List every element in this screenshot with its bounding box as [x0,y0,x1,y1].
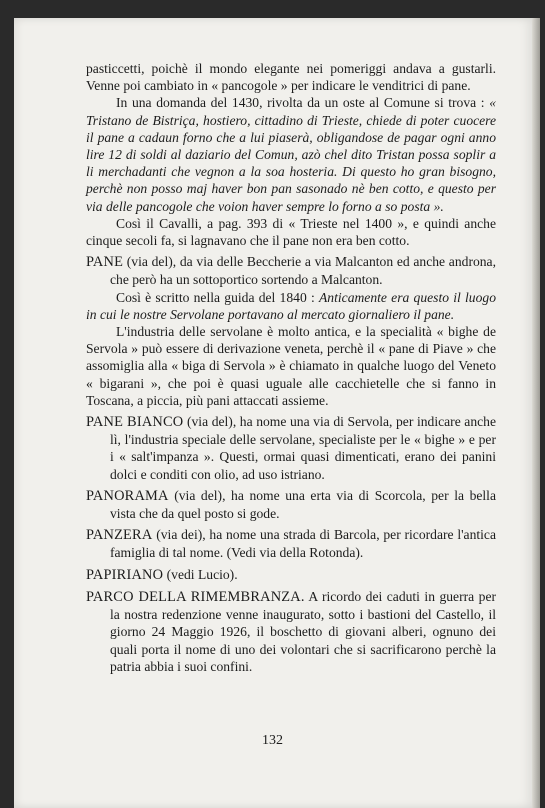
entry-panorama [86,487,496,522]
paragraph-pasticcetti: pasticcetti, poichè il mondo elegante nei pomeriggi andava a gustarli. Venne poi cambiato in « pancogole » per indicare le venditrici di pane. [86,61,496,94]
domanda-quote: « Tristano de Bistriça, hostiero, cittadino di Trieste, chiede di poter cuocere il pane a cadaun forno che a lui piaserà, obligandose de pagar ogni anno lire 12 di soldi al daziario del Comun, azò chel dito Tristan possa soplir a li merchadanti che vegnon a la soa hosteria. Di questo ho gran bisogno, perchè non posso maj haver bon pan sasonado nè ben cotto, e questo per via delle pancogole che voion haver sempre lo forno a so posta ». [86,95,496,214]
entry-pane-heading: PANE [86,254,124,271]
entry-pane-bianco-body: (via del), ha nome una via di Servola, per indicare anche lì, l'industria speciale delle servolane, specialiste per le « bighe » e per i « salt'impanza ». Questi, ormai quasi dimenticati, erano dei panini dolci e conditi con olio, ad uso istriano. [110,414,496,482]
entry-parco-body: A ricordo dei caduti in guerra per la nostra redenzione venne inaugurato, sotto i bastioni del Castello, il giorno 24 Maggio 1926, il boschetto di giovani alberi, ognuno dei quali porta il nome di uno dei volontari che si sacrificarono perchè la patria abbia i suoi confini. [110,588,497,674]
entry-panzera-heading: PANZERA [86,527,153,544]
domanda-intro: In una domanda del 1430, rivolta da un oste al Comune si trova : [116,95,490,111]
entry-pane [86,253,496,288]
paragraph-domanda-1430 [86,94,496,214]
entry-papiriano-body: (vedi Lucio). [163,566,238,582]
page-number: 132 [262,733,283,748]
entry-pane-bianco [86,413,496,483]
entry-panorama-heading: PANORAMA [86,487,169,504]
entry-pane-bianco-heading: PANE BIANCO [86,414,184,431]
entry-panorama-body: (via del), ha nome una erta via di Scorcola, per la bella vista che da quel posto si gode. [110,487,496,522]
entry-parco-rimembranza [86,588,496,675]
entry-papiriano-heading: PAPIRIANO [86,566,164,583]
guida-quote: Anticamente era questo il luogo in cui le nostre Servolane portavano al mercato giornaliero il pane. [86,289,496,322]
paragraph-guida-1840 [86,289,496,323]
entry-papiriano [86,566,496,584]
paragraph-industria-servolane: L'industria delle servolane è molto antica, e la specialità « bighe de Servola » può essere di derivazione veneta, perchè il « pane di Piave » che assomiglia alla « biga di Servola » è chiamato in qualche luogo del Veneto « bigarani », che poi è quasi uguale alle cacchietelle che si fanno in Toscana, a piccia, più pani attaccati assieme. [86,324,496,408]
paragraph-cavalli: Così il Cavalli, a pag. 393 di « Trieste nel 1400 », e quindi anche cinque secoli fa, si lagnavano che il pane non era ben cotto. [86,215,496,249]
entry-panzera [86,526,496,561]
guida-intro: Così è scritto nella guida del 1840 : [116,289,319,305]
entry-pane-body: (via del), da via delle Beccherie a via Malcanton ed anche androna, che però ha un sottoportico sortendo a Malcanton. [110,254,496,288]
page-body [86,60,496,675]
entry-panzera-body: (via dei), ha nome una strada di Barcola, per ricordare l'antica famiglia di tal nome. (Vedi via della Rotonda). [110,527,496,561]
entry-parco-heading: PARCO DELLA RIMEMBRANZA. [86,588,305,605]
